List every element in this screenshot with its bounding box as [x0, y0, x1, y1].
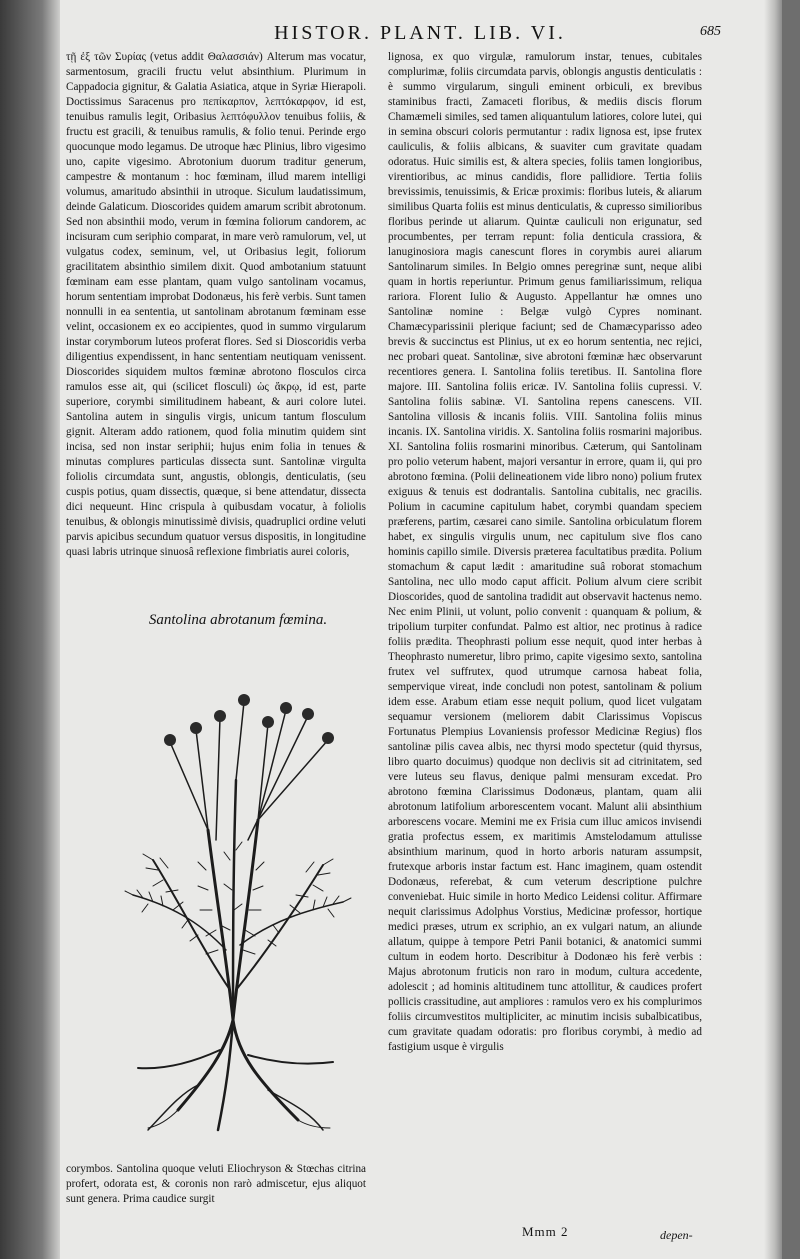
signature-mark: Mmm 2: [522, 1224, 569, 1239]
left-column-text: [66, 50, 366, 560]
figure-caption: Santolina abrotanum fœmina.: [148, 612, 328, 628]
right-column-text: [388, 50, 702, 1055]
page-edge: [764, 0, 782, 1259]
book-page: [60, 0, 782, 1259]
santolina-plant-woodcut: [108, 690, 358, 1140]
right-column-paragraph: lignosa, ex quo virgulæ, ramulorum instar, tenues, cubitales complurimæ, foliis circumdata parvis, oblongis angustis denticulatis : è summo virgularum, singuli eminent orbiculi, ex brevibus staminibus fracti, Zamaceti floribus, & mediis discis florum Chamæmeli similes, sed tamen aliquantulum latiores, colore lutei, qui in semina obscuri coloris permutantur : radix lignosa est, ipse frutex cauliculis, & foliis albicans, & suaviter cum gravitate quadam odoratus. Huic similis est, & altera species, foliis tamen longioribus, virentioribus, ac minus candidis, flore pallidiore. Tertia foliis brevissimis, tenuissimis, & Ericæ proximis: floribus luteis, & aliarum similibus Quarta foliis est minus denticulatis, & cupresso similioribus floribus perinde ut aliarum. Quintæ cauliculi non erigunatur, sed procumbentes, per terram repunt: folia denticula crassiora, & lanuginosiora magis canescunt flores in corymbis aurei aliarum Santolinarum similes. In Belgio omnes peregrinæ sunt, neque alibi quam in hortis reperiuntur. Primum genus familiarissimum, reliqua rariora. Florent Iulio & Augusto. Appellantur hæ omnes uno Santolinæ nomine : Belgæ vulgò Cypres nominant. Chamæcyparissinii plerique faciunt; sed de Chamæcyparisso adeo brevis & succinctus est Plinius, ut ex eo horum sententia, nec rejici, nec probari queat. Santolinæ, sive abrotoni fœminæ hæc observarunt recentiores genera. I. Santolina foliis teretibus. II. Santolina flore majore. III. Santolina foliis ericæ. IV. Santolina foliis cupressi. V. Santolina foliis sabinæ. VI. Santolina repens canescens. VII. Santolina villosis & incanis foliis. VIII. Santolina foliis minus incanis. IX. Santolina viridis. X. Santolina foliis rosmarini majoribus. XI. Santolina foliis rosmarini minoribus. Cæterum, qui Santolinam pro polio veterum habent, majori versantur in errore, quam ii, qui pro abrotono fœmina. (Polii delineationem vide libro nono) polium frutex exiguus & tenuis est dodrantalis. Santolina cubitalis, nec gracilis. Polium in cacumine capitulum habet, corymbi quandam speciem præferens, partim, cæsarei cano simile. Santolina orbiculatum florem habet, ex singulis virgulis unum, nec capitulum sive flos cano hominis capillo simile. Diversis præterea facultatibus prædita. Polium stomachum & caput lædit : amaritudine suâ roborat stomachum Santolina, nec ullo modo caput afficit. Polium alvum ciere scribit Dioscorides, quod de santolina tradidit aut observavit hactenus nemo. Nec enim Plinii, ut volunt, polio convenit : quanquam & polium, & tripolium turpiter confundat. Palmo est altior, nec protinus à radice foliis prædita. Theophrasti polium esse nequit, quod inter herbas à Theophrasto numeretur, libro primo, capite vigesimo sexto, santolina frutex vel suffrutex, quod utrumque carnosa habeat folia, sempervique vireat, inde concludi non potest, santolinam & polium idem esse. Arabum etiam esse nequit polium, quod licet vulgatam sequamur versionem (meliorem dabit Clarissimus Vopiscus Fortunatus Plempius Lovaniensis professor Medicinæ Regius) flos santolinæ pilis cavea albis, nec thyrsi modo spectetur (quid thyrsus, libro quarto docuimus) quodque non declivis sit ad citrinitatem, sed vere luteus seu flavus, denique palmi mensuram excedat. Pro abrotono fœmina Clarissimus Dodonæus, plantam, quam alii abrotonum latifolium arborescentem vocant. Malunt alii absinthium arborescens vocare. Memini me ex Frisia cum illuc amicos invisendi gratia profectus essem, ex maritimis Amstelodamum attulisse absinthium marinum, quod in horto arboris naturam assumpsit, frutexque arboris instar factum est. Hanc imaginem, quam ostendit Dodonæus, referebat, & cum veterum descriptione pulchre conveniebat. Huic simile in horto Medico Leidensi colitur. Affirmare nequit clarissimus Adolphus Vorstius, Medicinæ professor, hortique medici præses, utrum ex scriphio, an ex vulgari natum, an aliunde allatum, quippe à tempore Petri Panii botanici, & anatomici summi cultum in eodem horto. Describitur à Dodonæo his ferè verbis : Majus abrotonum fruticis non raro in modum, cultura accedente, adolescit ; ad hominis altitudinem tunc attollitur, & caudices profert pollicis crassitudine, aut ampliores : ramulos vero ex his complurimos foliis circumvestitos multipliciter, ac minutim incisis subalbicatibus, cum gravitate quadam odoratis: pro floribus corymbi, à medio ad fastigium usque è virgulis: [388, 51, 702, 1053]
left-column-paragraph: τῇ ἐξ τῶν Συρίας (vetus addit Θαλασσιάν) Alterum mas vocatur, sarmentosum, gracili fructu velut absinthium. Plurimum in Cappadocia gignitur, & Galatia Asiatica, atque in Syriæ Hierapoli. Doctissimus Saracenus pro πεπίκαρπον, λεπτόκαρφον, id est, tenuibus ramulis legit, Oribasius λεπτόφυλλον tenuibus foliis, & fructu est gracili, & tenuibus ramulis, & folio tenui. Perinde ergo quocunque modo legamus. De utroque hæc Plinius, libro vigesimo uno, capite vigesimo. Abrotonium duorum traditur generum, campestre & montanum : hoc fœminam, illud marem intelligi volumus, amaritudo absinthii in utroque. Siculum laudatissimum, deinde Galaticum. Dioscorides quidem amarum scribit abrotonum. Sed non absinthii modo, verum in fœmina foliorum candorem, ac incisuram cum seriphio comparat, in mare verò ramulorum, vel, ut vulgatus codex, seminum, vel, ut Oribasius legit, foliorum gracilitatem absinthio similem dixit. Quod ambotanium statuunt fœminam eam esse plantam, quam vulgo santolinam vocamus, horum sententiam improbat Dodonæus, his ferè verbis. Sunt tamen nonnulli in ea sententia, ut santolinam abrotanum fœminam esse velint, occasionem ex eo accipientes, quod in summo virgularum instar corymborum luteos proferat flores. Sed si Dioscoridis verba diligentius expendissent, in hanc sententiam neutiquam venissent. Dioscorides siquidem multos fœminæ abrotono flosculos circa ramulos esse ait, qui (scilicet flosculi) ὡς ἄκρῳ, id est, parte superiore, corymbi similitudinem habeant, & auri colore lutei. Santolina autem in singulis virgis, unicum tantum flosculum gignit. Alteram addo rationem, quod folia minutim quidem sint incisa, sed non instar seriphii; hujus enim folia in tenues & minutas complures particulas dissecta sunt. Santolinæ virgulta foliolis circumdata sunt, angustis, oblongis, denticulatis, (seu cuspis potius, quam dissectis, quæque, si bene attendatur, dissecta dici nequeunt. Hinc crispula à quibusdam vocatur, à foliolis tenuibus, & oblongis minutissimè divisis, quadruplici ordine veluti parvis apicibus secundum quatuor versus dispositis, in longitudine quasi labris utrinque sinuosâ reflexione fimbriatis aurei coloris,: [66, 51, 366, 558]
page-number: 685: [700, 24, 721, 39]
running-head: HISTOR. PLANT. LIB. VI.: [274, 22, 566, 44]
book-gutter-shadow: [0, 0, 60, 1259]
left-column-bottom-text: [66, 1162, 366, 1207]
catchword: depen-: [660, 1228, 693, 1242]
left-column-bottom-paragraph: corymbos. Santolina quoque veluti Eliochryson & Stœchas citrina profert, odorata est, & coronis non rarò admiscetur, ejus aliquot sunt genera. Prima caudice surgit: [66, 1163, 366, 1205]
